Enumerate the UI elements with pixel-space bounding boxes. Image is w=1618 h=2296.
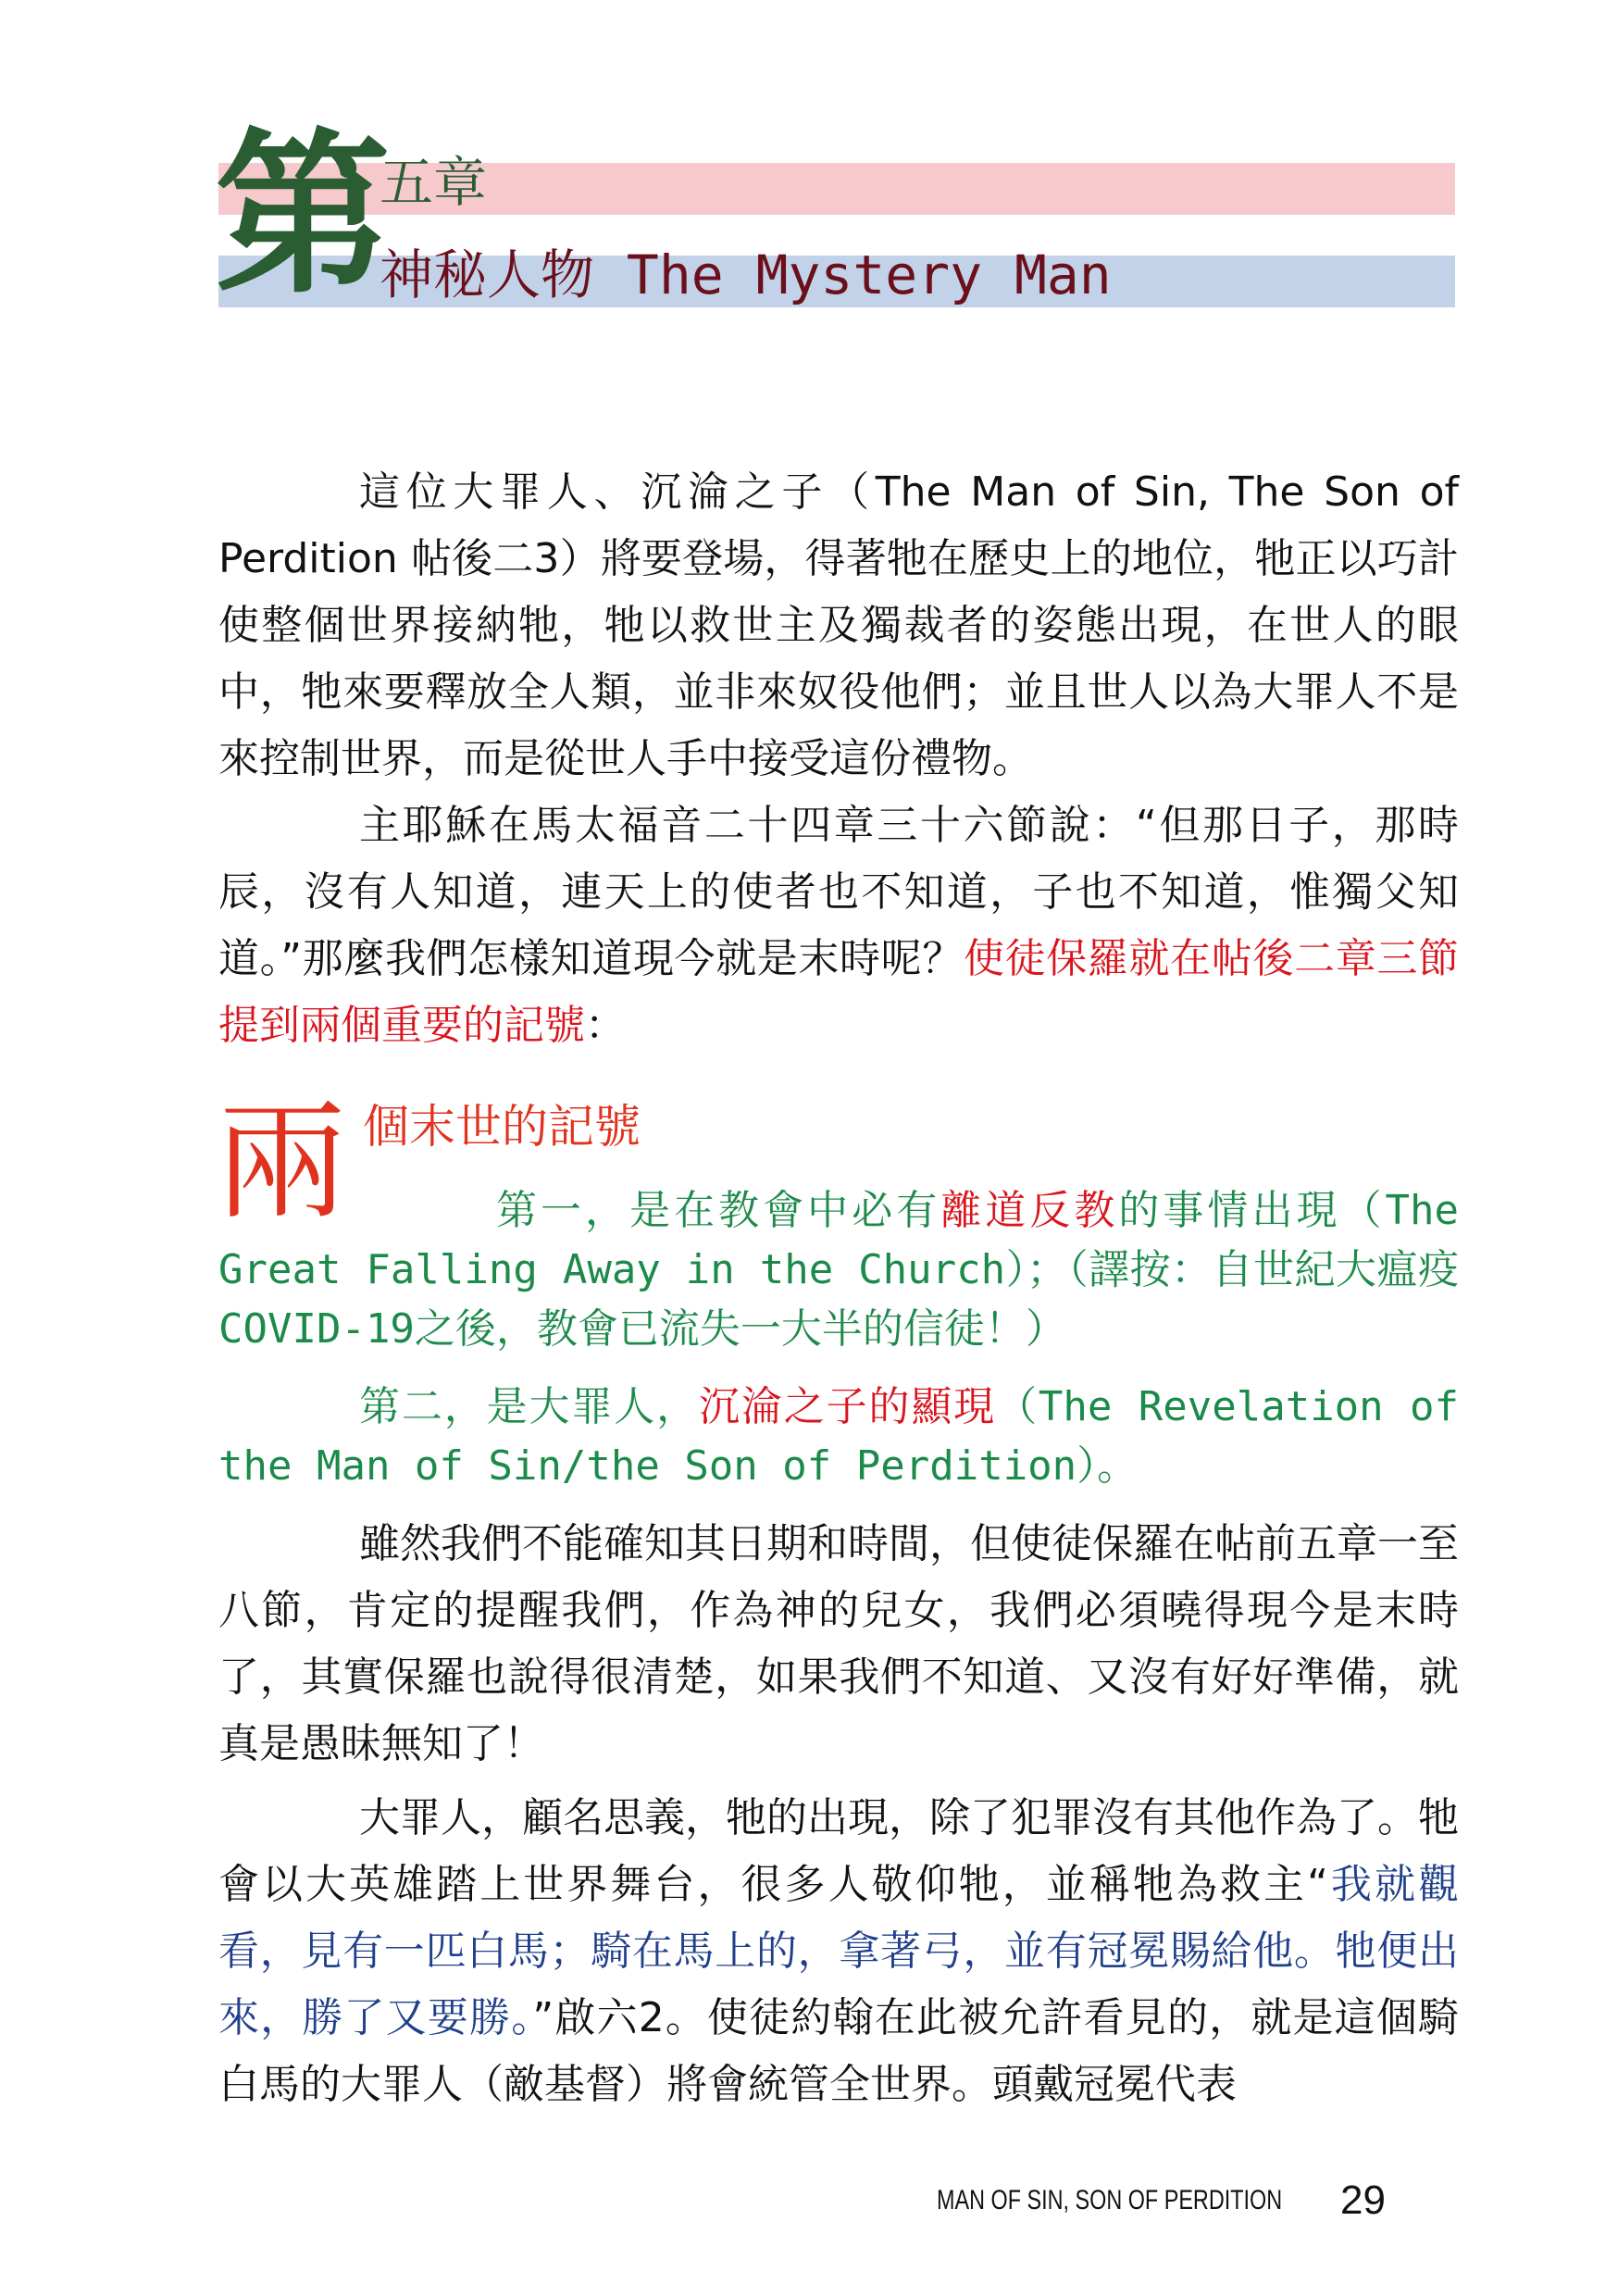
sign-two-highlight: 沉淪之子的顯現: [698, 1383, 997, 1430]
sign-two-lead: 第二，是大罪人，: [359, 1383, 699, 1430]
paragraph-text: ”啟六2。使徒約翰在此被允許看見的，就是這個騎白馬的大罪人（敵基督）將會統管全世界。頭戴冠冕代表: [218, 1994, 1459, 2108]
chapter-big-character: 第: [215, 113, 392, 318]
paragraph-intro: 這位大罪人、沉淪之子（The Man of Sin, The Son of Perdition 帖後二3）將要登場，得著牠在歷史上的地位，牠正以巧計使整個世界接納牠，牠以救世主及獨裁者的姿態出現，在世人的眼中，牠來要釋放全人類，並非來奴役他們；並且世人以為大罪人不是來控制世界，而是從世人手中接受這份禮物。: [218, 468, 1459, 782]
sign-one-detail: 的事情出現（The Great Falling Away in the Church）；（譯按：自世紀大瘟疫 COVID-19之後，教會已流失一大半的信徒！）: [218, 1187, 1459, 1353]
section-drop-cap: 兩: [217, 1087, 347, 1238]
paragraph-man-of-sin: [218, 1785, 1459, 2118]
paragraph-text: 大罪人，顧名思義，牠的出現，除了犯罪沒有其他作為了。牠會以大英雄踏上世界舞台，很多人敬仰牠，並稱牠為救主“: [218, 1794, 1459, 1908]
sign-one-highlight: 離道反教: [940, 1187, 1119, 1234]
punctuation: ：: [585, 1002, 626, 1049]
sign-one: [218, 1181, 1459, 1359]
paragraph-times: 雖然我們不能確知其日期和時間，但使徒保羅在帖前五章一至八節，肯定的提醒我們，作為神的兒女，我們必須曉得現今是末時了，其實保羅也說得很清楚，如果我們不知道、又沒有好好準備，就真是愚昧無知了！: [218, 1520, 1459, 1767]
sign-one-lead: 第一，是在教會中必有: [496, 1187, 941, 1234]
chapter-title: 神秘人物 The Mystery Man: [380, 243, 1112, 306]
sign-two-detail: （The Revelation of the Man of Sin/the Son of Perdition）。: [218, 1383, 1460, 1490]
section-title: 個末世的記號: [363, 1100, 641, 1154]
paragraph-two-signs-intro: [218, 792, 1459, 1059]
running-footer: MAN OF SIN, SON OF PERDITION: [937, 2185, 1283, 2215]
page-number: 29: [1340, 2177, 1386, 2223]
sign-two: [218, 1378, 1459, 1496]
scripture-quote: 我就觀看，見有一匹白馬；騎在馬上的，拿著弓，並有冠冕賜給他。牠便出來，勝了又要勝。: [218, 1861, 1460, 2041]
chapter-number: 五章: [380, 151, 488, 214]
paragraph-text: 主耶穌在馬太福音二十四章三十六節說：“但那日子，那時辰，沒有人知道，連天上的使者也不知道，子也不知道，惟獨父知道。”那麼我們怎樣知道現今就是末時呢？: [218, 802, 1459, 982]
highlight-text: 使徒保羅就在帖後二章三節提到兩個重要的記號: [218, 935, 1460, 1049]
